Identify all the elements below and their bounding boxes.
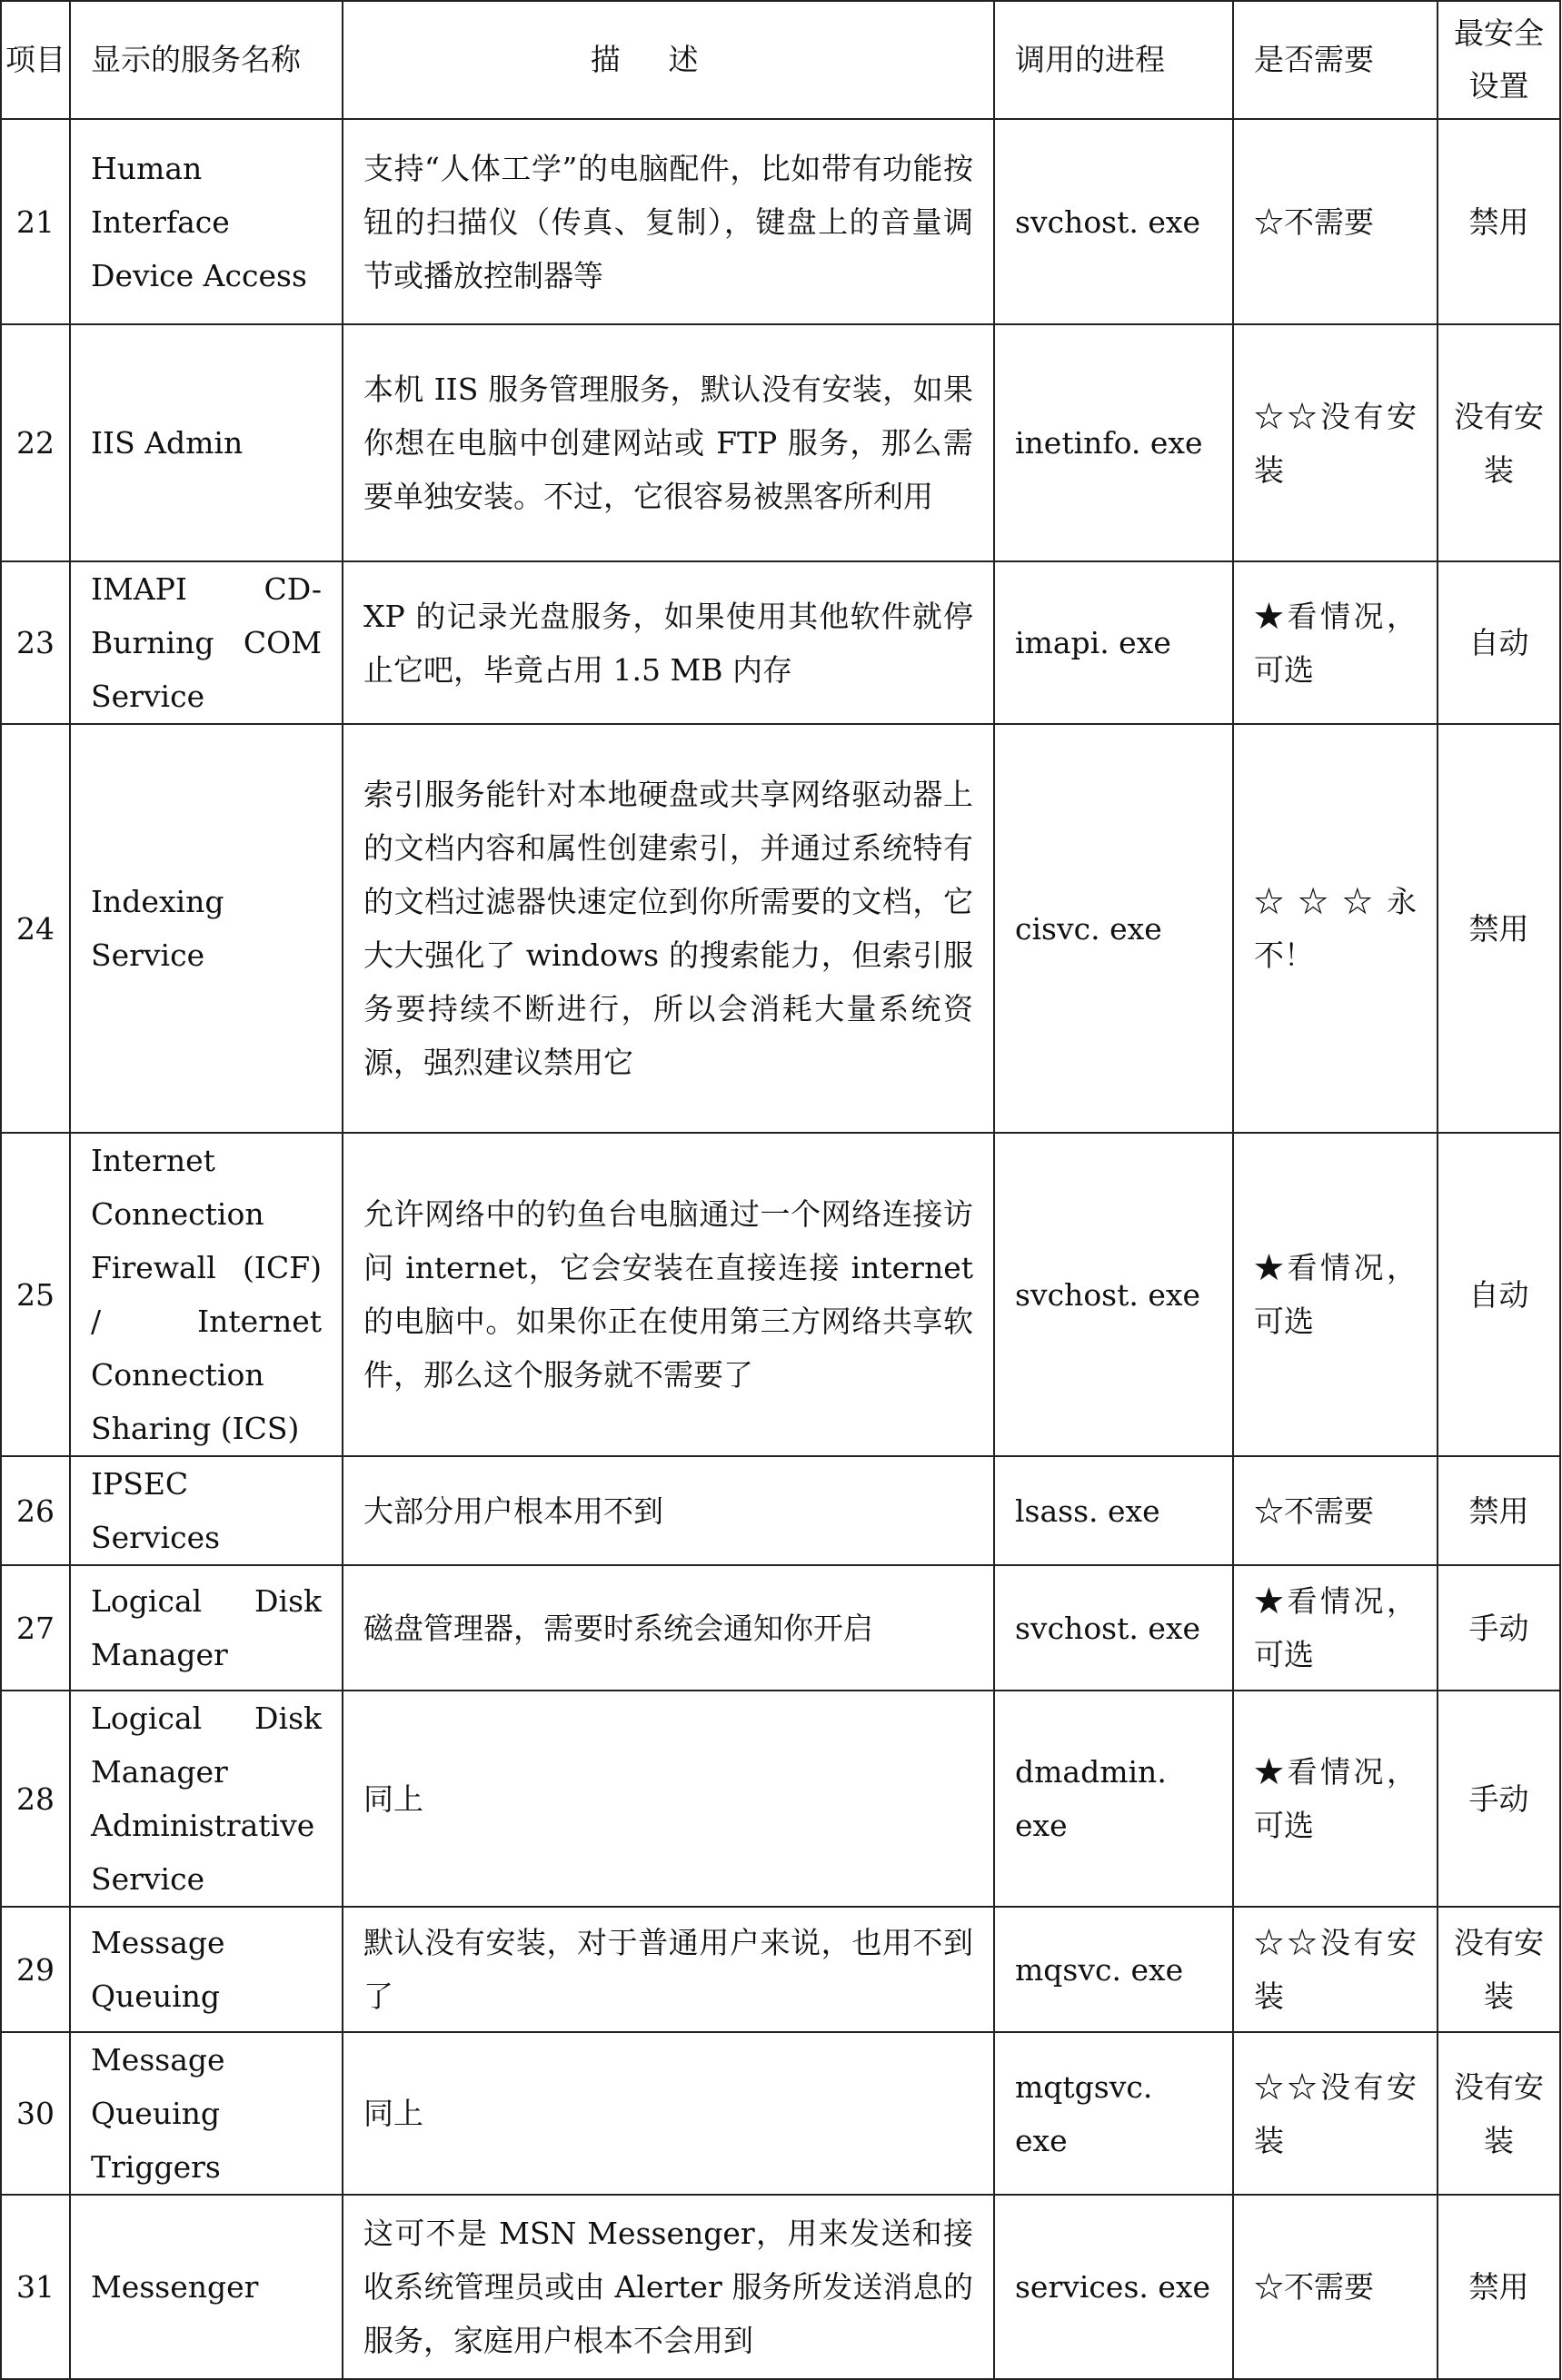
service-description: 本机 IIS 服务管理服务，默认没有安装，如果你想在电脑中创建网站或 FTP 服务，那么需要单独安装。不过，它很容易被黑客所利用 — [343, 324, 994, 561]
service-setting: 禁用 — [1438, 1456, 1560, 1565]
row-no: 30 — [1, 2032, 70, 2195]
service-need: ☆不需要 — [1233, 1456, 1438, 1565]
service-name: IIS Admin — [70, 324, 343, 561]
service-process: mqsvc. exe — [994, 1907, 1233, 2032]
service-description: 这可不是 MSN Messenger，用来发送和接收系统管理员或由 Alerter 服务所发送消息的服务，家庭用户根本不会用到 — [343, 2195, 994, 2379]
row-no: 26 — [1, 1456, 70, 1565]
service-name: Message Queuing Triggers — [70, 2032, 343, 2195]
service-process: svchost. exe — [994, 1133, 1233, 1456]
service-description: 大部分用户根本用不到 — [343, 1456, 994, 1565]
row-no: 27 — [1, 1565, 70, 1691]
service-need: ★看情况，可选 — [1233, 1565, 1438, 1691]
service-name: Messenger — [70, 2195, 343, 2379]
service-need: ☆☆没有安装 — [1233, 324, 1438, 561]
service-need: ☆不需要 — [1233, 119, 1438, 324]
table-row — [1, 1456, 1560, 1565]
service-process: mqtgsvc. exe — [994, 2032, 1233, 2195]
service-description: 磁盘管理器，需要时系统会通知你开启 — [343, 1565, 994, 1691]
table-row — [1, 324, 1560, 561]
service-setting: 没有安装 — [1438, 324, 1560, 561]
service-description: XP 的记录光盘服务，如果使用其他软件就停止它吧，毕竟占用 1.5 MB 内存 — [343, 561, 994, 724]
row-no: 23 — [1, 561, 70, 724]
service-need: ★看情况，可选 — [1233, 1691, 1438, 1907]
service-need: ☆不需要 — [1233, 2195, 1438, 2379]
row-no: 31 — [1, 2195, 70, 2379]
service-name: IPSEC Services — [70, 1456, 343, 1565]
service-name: Logical Disk Manager — [70, 1565, 343, 1691]
service-setting: 手动 — [1438, 1691, 1560, 1907]
service-process: svchost. exe — [994, 1565, 1233, 1691]
service-process: cisvc. exe — [994, 724, 1233, 1133]
service-need: ★看情况，可选 — [1233, 1133, 1438, 1456]
table-row — [1, 1133, 1560, 1456]
row-no: 29 — [1, 1907, 70, 2032]
service-process: services. exe — [994, 2195, 1233, 2379]
header-no: 项目 — [1, 1, 70, 119]
row-no: 21 — [1, 119, 70, 324]
service-setting: 禁用 — [1438, 724, 1560, 1133]
service-description: 支持“人体工学”的电脑配件，比如带有功能按钮的扫描仪（传真、复制），键盘上的音量调节或播放控制器等 — [343, 119, 994, 324]
service-process: inetinfo. exe — [994, 324, 1233, 561]
table-header-row — [1, 1, 1560, 119]
service-name: Human Interface Device Access — [70, 119, 343, 324]
header-process: 调用的进程 — [994, 1, 1233, 119]
table-row — [1, 2032, 1560, 2195]
service-need: ☆☆没有安装 — [1233, 1907, 1438, 2032]
service-need: ★看情况，可选 — [1233, 561, 1438, 724]
service-setting: 自动 — [1438, 561, 1560, 724]
row-no: 22 — [1, 324, 70, 561]
service-process: imapi. exe — [994, 561, 1233, 724]
service-process: svchost. exe — [994, 119, 1233, 324]
row-no: 24 — [1, 724, 70, 1133]
service-name: Logical Disk Manager Administrative Service — [70, 1691, 343, 1907]
service-description: 同上 — [343, 1691, 994, 1907]
table-row — [1, 561, 1560, 724]
header-desc: 描述 — [343, 1, 994, 119]
table-row — [1, 1691, 1560, 1907]
table-row — [1, 2195, 1560, 2379]
service-setting: 没有安装 — [1438, 1907, 1560, 2032]
service-description: 索引服务能针对本地硬盘或共享网络驱动器上的文档内容和属性创建索引，并通过系统特有的文档过滤器快速定位到你所需要的文档，它大大强化了 windows 的搜索能力，但索引服务要持续不断进行，所以会消耗大量系统资源，强烈建议禁用它 — [343, 724, 994, 1133]
service-description: 同上 — [343, 2032, 994, 2195]
service-setting: 自动 — [1438, 1133, 1560, 1456]
row-no: 25 — [1, 1133, 70, 1456]
service-name: Indexing Service — [70, 724, 343, 1133]
service-need: ☆☆☆永不！ — [1233, 724, 1438, 1133]
service-setting: 没有安装 — [1438, 2032, 1560, 2195]
service-setting: 禁用 — [1438, 2195, 1560, 2379]
table-row — [1, 119, 1560, 324]
service-description: 默认没有安装，对于普通用户来说，也用不到了 — [343, 1907, 994, 2032]
service-name: Internet Connection Firewall (ICF) / Internet Connection Sharing (ICS) — [70, 1133, 343, 1456]
service-name: IMAPI CD-Burning COM Service — [70, 561, 343, 724]
service-need: ☆☆没有安装 — [1233, 2032, 1438, 2195]
row-no: 28 — [1, 1691, 70, 1907]
service-setting: 禁用 — [1438, 119, 1560, 324]
service-process: lsass. exe — [994, 1456, 1233, 1565]
header-setting: 最安全设置 — [1438, 1, 1560, 119]
service-setting: 手动 — [1438, 1565, 1560, 1691]
table-row — [1, 1565, 1560, 1691]
service-process: dmadmin. exe — [994, 1691, 1233, 1907]
service-description: 允许网络中的钓鱼台电脑通过一个网络连接访问 internet，它会安装在直接连接 internet 的电脑中。如果你正在使用第三方网络共享软件，那么这个服务就不需要了 — [343, 1133, 994, 1456]
header-need: 是否需要 — [1233, 1, 1438, 119]
service-name: Message Queuing — [70, 1907, 343, 2032]
header-name: 显示的服务名称 — [70, 1, 343, 119]
table-row — [1, 1907, 1560, 2032]
table-row — [1, 724, 1560, 1133]
